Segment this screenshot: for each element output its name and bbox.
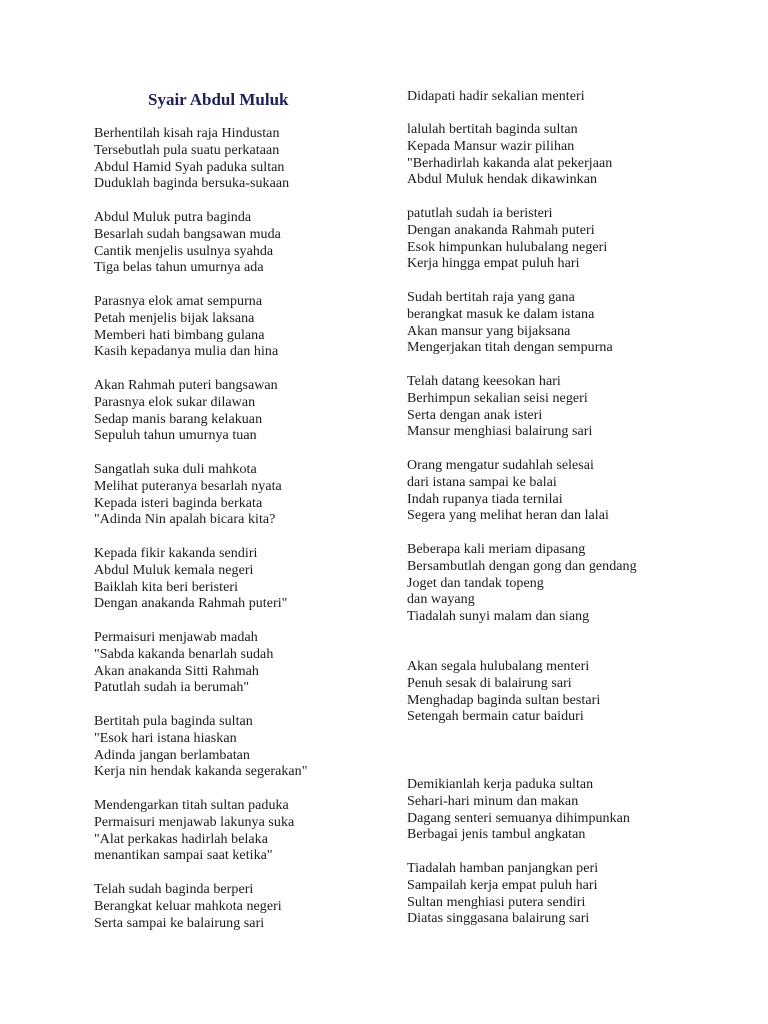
- poem-line: Esok himpunkan hulubalang negeri: [407, 239, 608, 255]
- poem-line: "Esok hari istana hiaskan: [94, 730, 237, 746]
- poem-line: Kasih kepadanya mulia dan hina: [94, 344, 279, 360]
- poem-line: Akan Rahmah puteri bangsawan: [94, 378, 278, 393]
- poem-line: Setengah bermain catur baiduri: [407, 709, 584, 725]
- poem-line: Abdul Muluk hendak dikawinkan: [407, 172, 598, 188]
- poem-line: menantikan sampai saat ketika": [94, 848, 273, 864]
- poem-line: berangkat masuk ke dalam istana: [407, 306, 595, 322]
- stanza: [94, 294, 278, 361]
- poem-line: "Berhadirlah kakanda alat pekerjaan: [407, 155, 613, 171]
- stanza: [407, 206, 607, 273]
- poem-line: Berangkat keluar mahkota negeri: [94, 898, 282, 914]
- poem-line: Abdul Hamid Syah paduka sultan: [94, 159, 285, 175]
- poem-line: Adinda jangan berlambatan: [94, 747, 250, 763]
- stanza: [407, 861, 598, 928]
- poem-line: "Adinda Nin apalah bicara kita?: [94, 512, 276, 528]
- poem-line: lalulah bertitah baginda sultan: [407, 122, 578, 137]
- poem-line: Sudah bertitah raja yang gana: [407, 290, 575, 305]
- poem-line: Dengan anakanda Rahmah puteri: [407, 222, 595, 238]
- poem-line: Akan mansur yang bijaksana: [407, 323, 571, 339]
- poem-line: Akan segala hulubalang menteri: [407, 659, 590, 674]
- stanza: [94, 378, 278, 445]
- poem-line: "Alat perkakas hadirlah belaka: [94, 831, 268, 847]
- poem-line: Abdul Muluk kemala negeri: [94, 562, 254, 578]
- poem-line: Demikianlah kerja paduka sultan: [407, 777, 594, 792]
- poem-line: patutlah sudah ia beristeri: [407, 206, 553, 221]
- poem-line: Telah sudah baginda berperi: [94, 882, 254, 897]
- poem-line: Tiadalah hamban panjangkan peri: [407, 861, 599, 876]
- poem-line: Sehari-hari minum dan makan: [407, 793, 579, 809]
- poem-line: Duduklah baginda bersuka-sukaan: [94, 176, 290, 192]
- stanza: [94, 210, 281, 277]
- stanza: [407, 290, 613, 357]
- poem-line: dari istana sampai ke balai: [407, 474, 557, 490]
- poem-line: Serta sampai ke balairung sari: [94, 915, 265, 931]
- poem-line: Kepada isteri baginda berkata: [94, 495, 263, 511]
- poem-line: Menghadap baginda sultan bestari: [407, 692, 601, 708]
- poem-line: Parasnya elok sukar dilawan: [94, 394, 256, 410]
- poem-line: Tiga belas tahun umurnya ada: [94, 260, 264, 276]
- poem-line: Patutlah sudah ia berumah": [94, 680, 250, 696]
- stanza: [94, 126, 289, 193]
- stanza: [94, 714, 307, 781]
- poem-line: Kepada fikir kakanda sendiri: [94, 546, 258, 561]
- poem-line: Memberi hati bimbang gulana: [94, 327, 265, 343]
- poem-line: Sepuluh tahun umurnya tuan: [94, 428, 257, 444]
- stanza: [94, 882, 282, 932]
- poem-title: Syair Abdul Muluk: [148, 90, 289, 109]
- stanza: [94, 546, 287, 613]
- stanza: [407, 89, 585, 106]
- poem-line: Permaisuri menjawab madah: [94, 630, 258, 645]
- poem-line: Dagang senteri semuanya dihimpunkan: [407, 810, 630, 826]
- poem-line: Parasnya elok amat sempurna: [94, 294, 263, 309]
- poem-line: Segera yang melihat heran dan lalai: [407, 508, 609, 524]
- stanza: [407, 122, 612, 189]
- poem-line: Kerja nin hendak kakanda segerakan": [94, 764, 308, 780]
- poem-line: Berbagai jenis tambul angkatan: [407, 827, 586, 843]
- poem-line: Tiadalah sunyi malam dan siang: [407, 609, 590, 625]
- stanza: [407, 374, 592, 441]
- stanza: [407, 542, 637, 626]
- poem-line: Bertitah pula baginda sultan: [94, 714, 253, 729]
- poem-line: Didapati hadir sekalian menteri: [407, 89, 585, 104]
- stanza: [94, 798, 294, 865]
- poem-line: Orang mengatur sudahlah selesai: [407, 458, 594, 473]
- poem-line: Mengerjakan titah dengan sempurna: [407, 340, 613, 356]
- stanza: [407, 777, 630, 844]
- poem-line: Bersambutlah dengan gong dan gendang: [407, 558, 637, 574]
- poem-line: Mendengarkan titah sultan paduka: [94, 798, 289, 813]
- poem-line: Sangatlah suka duli mahkota: [94, 462, 257, 477]
- poem-line: Serta dengan anak isteri: [407, 407, 543, 423]
- poem-line: Sedap manis barang kelakuan: [94, 411, 263, 427]
- stanza: [94, 630, 273, 697]
- poem-line: Kepada Mansur wazir pilihan: [407, 138, 575, 154]
- poem-line: Petah menjelis bijak laksana: [94, 310, 255, 326]
- poem-line: Besarlah sudah bangsawan muda: [94, 226, 281, 242]
- poem-line: Berhimpun sekalian seisi negeri: [407, 390, 588, 406]
- poem-line: Cantik menjelis usulnya syahda: [94, 243, 274, 259]
- poem-line: Penuh sesak di balairung sari: [407, 675, 572, 691]
- poem-line: Telah datang keesokan hari: [407, 374, 561, 389]
- poem-line: Beberapa kali meriam dipasang: [407, 542, 586, 557]
- poem-line: Baiklah kita beri beristeri: [94, 579, 239, 595]
- poem-line: Tersebutlah pula suatu perkataan: [94, 142, 280, 158]
- poem-line: Joget dan tandak topeng: [407, 575, 544, 591]
- stanza: [407, 659, 600, 726]
- poem-line: Sampailah kerja empat puluh hari: [407, 877, 598, 893]
- poem-line: dan wayang: [407, 592, 475, 608]
- poem-line: Dengan anakanda Rahmah puteri": [94, 596, 288, 612]
- poem-line: Akan anakanda Sitti Rahmah: [94, 663, 259, 679]
- poem-line: Permaisuri menjawab lakunya suka: [94, 814, 295, 830]
- poem-line: Kerja hingga empat puluh hari: [407, 256, 580, 272]
- poem-line: Indah rupanya tiada ternilai: [407, 491, 563, 507]
- poem-line: Abdul Muluk putra baginda: [94, 210, 252, 225]
- stanza: [94, 462, 282, 529]
- poem-line: Melihat puteranya besarlah nyata: [94, 478, 282, 494]
- stanza: [407, 458, 609, 525]
- poem-line: Diatas singgasana balairung sari: [407, 911, 590, 927]
- poem-line: Sultan menghiasi putera sendiri: [407, 894, 586, 910]
- poem-line: Mansur menghiasi balairung sari: [407, 424, 593, 440]
- poem-line: Berhentilah kisah raja Hindustan: [94, 126, 280, 141]
- poem-line: "Sabda kakanda benarlah sudah: [94, 646, 274, 662]
